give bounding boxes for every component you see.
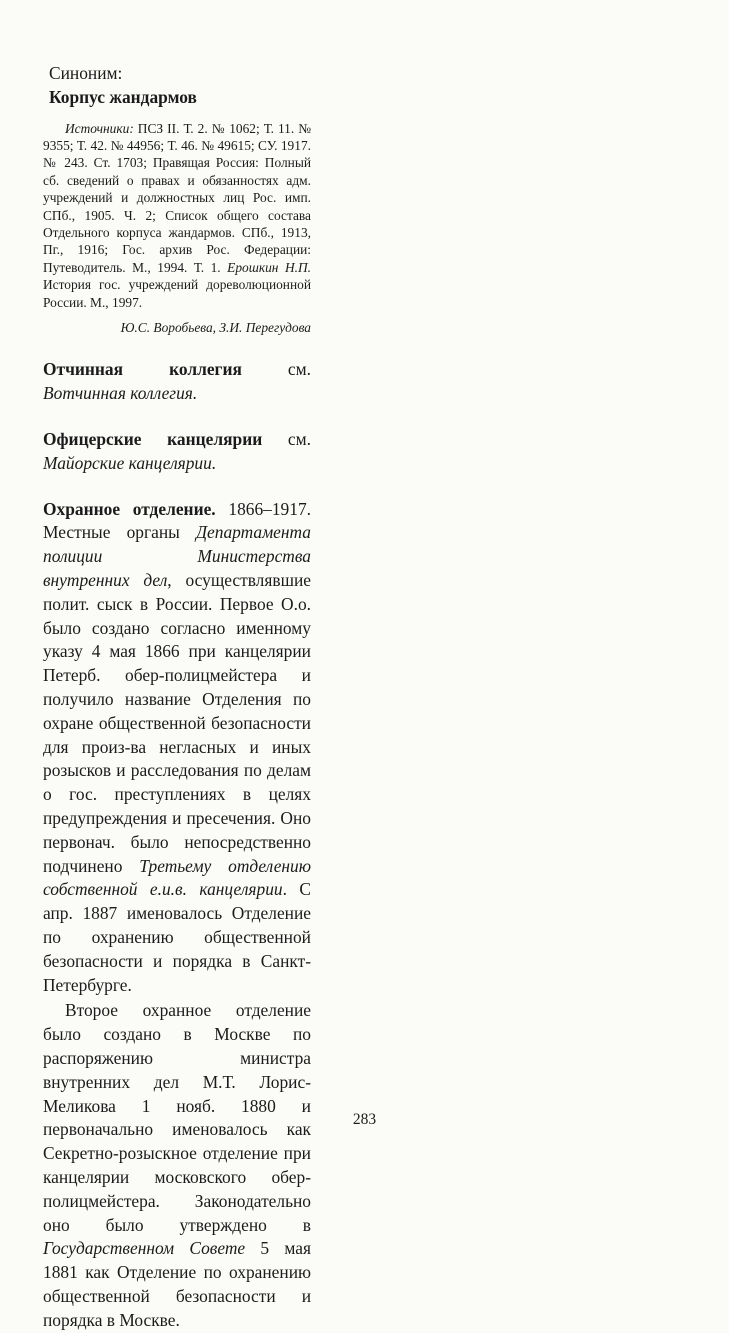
article-authors: Ю.С. Воробьева, З.И. Перегудова [120,320,311,336]
synonym-label: Синоним: [49,63,123,83]
sources-label: Источники: [65,120,134,136]
sources-text-2: История гос. учреждений дореволюционной России. М., 1997. [43,277,311,310]
entry-ofitserskie [43,428,311,476]
entry-head: Отчинная коллегия [43,359,242,380]
see-text: см. [262,429,312,450]
paragraph-text: , осуществлявшие полит. сыск в России. Первое О.о. было создано согласно именному указу 4 мая 1866 при канцелярии Петерб. обер-полицмейстера и получило название Отделения по охране общественной безопасности для произ-ва негласных и иных розысков и расследования по делам о гос. преступлениях в целях предупреждения и пресечения. Оно первонач. было непосредственно подчинено [43,570,311,876]
paragraph-text: Второе охранное отделение было создано в Москве по распоряжению министра внутренних дел М.Т. Лорис-Меликова 1 нояб. 1880 и первоначально именовалось как Секретно-розыскное отделение при канцелярии московского обер-полицмейстера. Законодательно оно было утверждено в [43,1000,311,1235]
sources-author-ref: Ерошкин Н.П. [227,259,312,275]
cross-reference: Третьему отделению собственной е.и.в. канцелярии [43,855,311,900]
sources-block [43,120,311,311]
paragraph-text: . С апр. 1887 именовалось Отделение по охранению общественной безопасности и порядка в Санкт-Петербурге. [43,879,312,995]
cross-reference: Вотчинная коллегия. [43,383,198,404]
entry-okhrannoe-p2-start [43,999,311,1332]
cross-reference: Государственном Совете [43,1238,246,1259]
synonym-value: Корпус жандармов [49,86,197,107]
paragraph-text: 5 мая 1881 как Отделение по охранению общественной безопасности и порядка в Москве. [43,1238,311,1330]
paragraph-text: 1866–1917. Местные органы [43,498,311,543]
entry-head: Офицерские канцелярии [43,429,263,450]
entry-otchinnaya [43,358,311,406]
cross-reference: Департамента полиции Министерства внутренних дел [43,522,311,591]
see-text: см. [241,359,311,380]
entry-head: Охранное отделение. [43,498,216,519]
page-number: 283 [352,1111,377,1128]
left-column [43,62,311,1333]
cross-reference: Майорские канцелярии. [43,452,217,473]
sources-text-1: ПСЗ II. Т. 2. № 1062; Т. 11. № 9355; Т. 42. № 44956; Т. 46. № 49615; СУ. 1917. № 243. Ст. 1703; Правящая Россия: Полный сб. сведений о правах и обязанностях адм. учреждений и должностных лиц Рос. имп. СПб., 1905. Ч. 2; Список общего состава Отдельного корпуса жандармов. СПб., 1913, Пг., 1916; Гос. архив Рос. Федерации: Путеводитель. М., 1994. Т. 1. [43,120,311,275]
entry-okhrannoe-p1 [43,498,311,998]
